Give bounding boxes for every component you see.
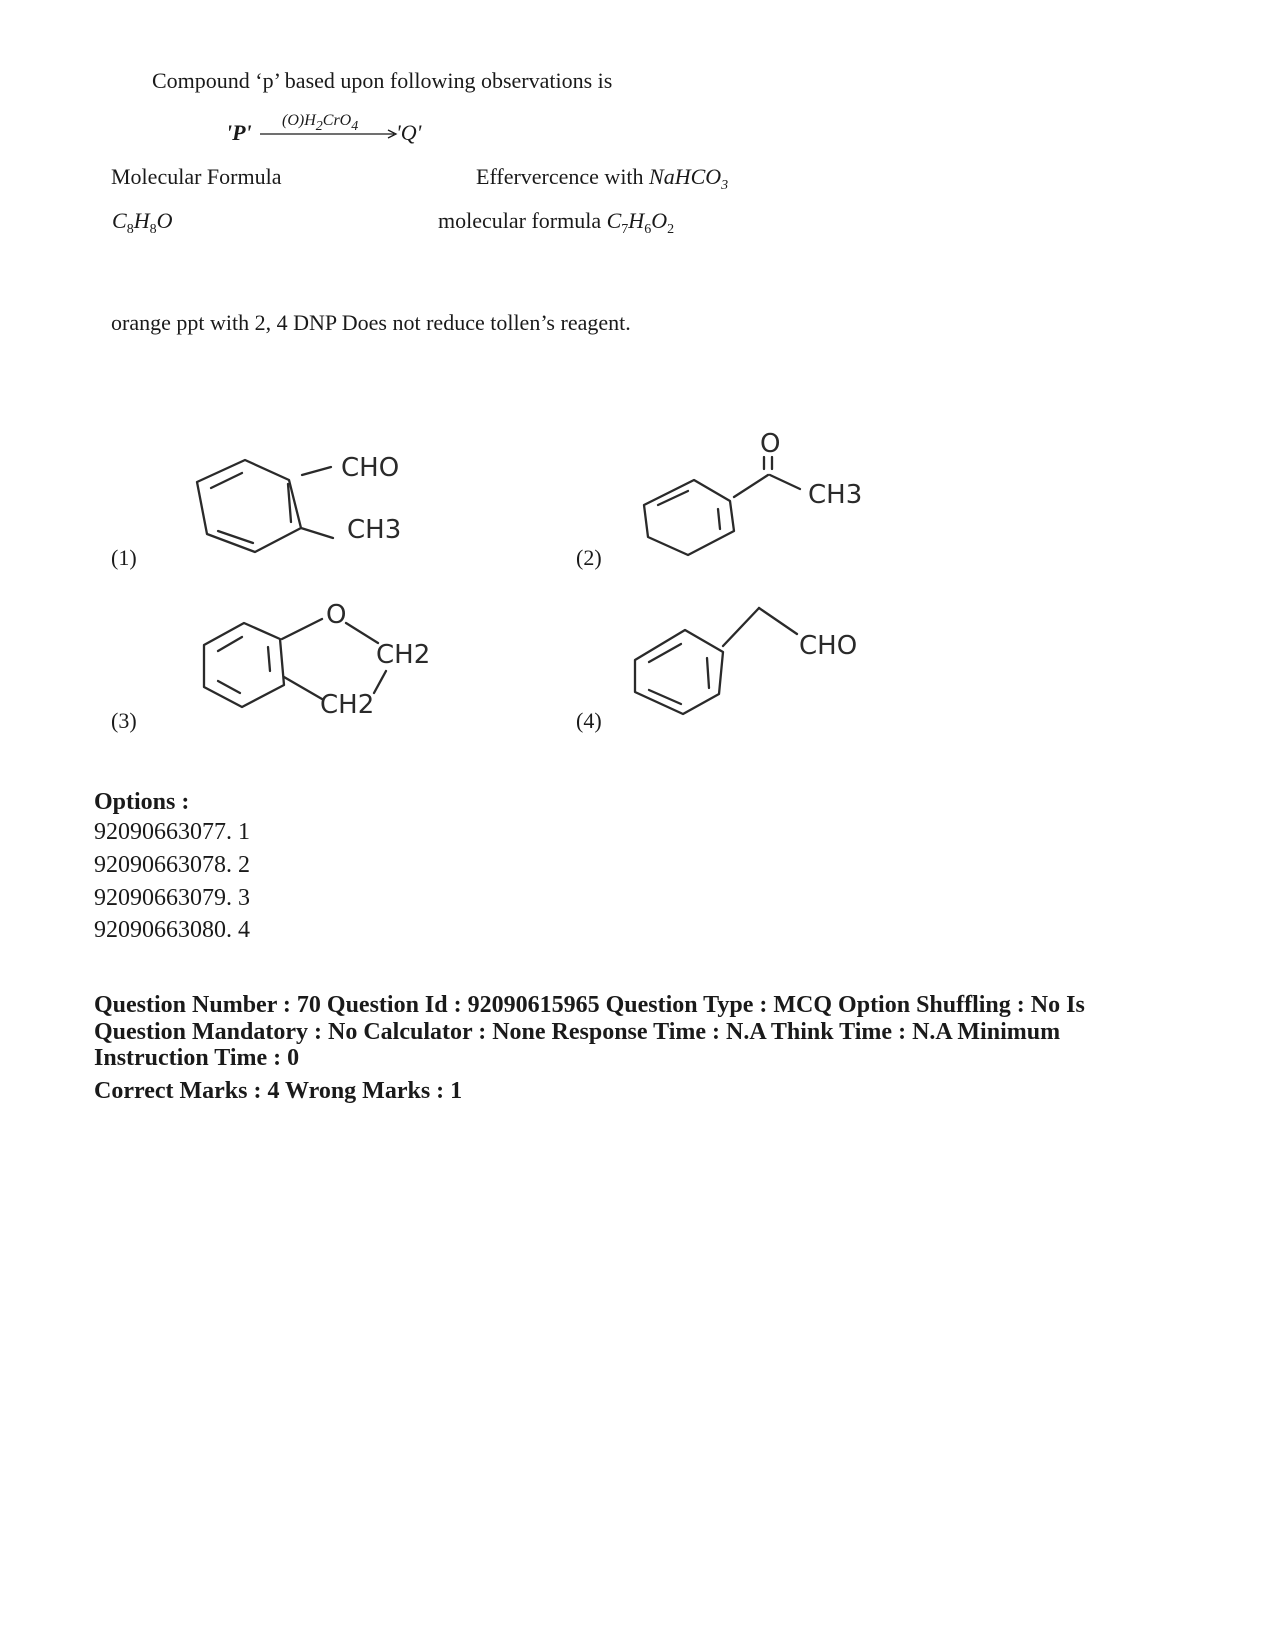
choice-3-group-ch2-upper: CH2 [376,640,431,670]
choice-1-group-cho: CHO [341,453,400,483]
benzene-ring-icon [204,623,284,707]
question-intro: Compound ‘p’ based upon following observations is [152,68,613,93]
options-heading: Options : [94,789,190,815]
reactant-p: 'P' [226,120,252,145]
choice-2-group-o: O [760,429,781,459]
obs-right-heading: Effervercence with NaHCO$_3$ [476,164,729,193]
reaction-arrow [260,126,400,142]
obs-left-heading: Molecular Formula [111,164,282,189]
choice-4-structure [625,600,885,725]
formula-q: molecular formula $C_7H_6O_2$ [438,208,675,237]
product-q: 'Q' [396,120,422,145]
marks-line: Correct Marks : 4 Wrong Marks : 1 [94,1078,463,1104]
choice-1-number: (1) [111,545,137,570]
option-3: 92090663079. 3 [94,885,250,911]
reaction-equation [226,110,436,150]
choice-1-structure [185,440,445,570]
choice-3-group-o: O [326,600,347,630]
option-4: 92090663080. 4 [94,917,250,943]
choice-1-group-ch3: CH3 [347,515,402,545]
question-meta-line-3: Instruction Time : 0 [94,1045,300,1071]
choice-4-group-cho: CHO [799,631,858,661]
question-meta-line-1: Question Number : 70 Question Id : 92090615965 Question Type : MCQ Option Shuffling : No Is [94,992,1085,1018]
choice-3-number: (3) [111,708,137,733]
choice-2-number: (2) [576,545,602,570]
reaction-reagent: (O)H2CrO4 [282,112,359,134]
choice-3-structure [190,595,450,730]
option-1: 92090663077. 1 [94,819,250,845]
choice-2-group-ch3: CH3 [808,480,863,510]
option-2: 92090663078. 2 [94,852,250,878]
formula-p: $C_8H_8O$ [112,208,173,237]
question-meta-line-2: Question Mandatory : No Calculator : None Response Time : N.A Think Time : N.A Minimum [94,1019,1061,1045]
choice-4-number: (4) [576,708,602,733]
choice-3-group-ch2-lower: CH2 [320,690,375,720]
observation-line: orange ppt with 2, 4 DNP Does not reduce tollen’s reagent. [111,310,631,335]
benzene-ring-icon [635,630,723,714]
benzene-ring-icon [197,460,301,552]
choice-2-structure [630,425,890,570]
